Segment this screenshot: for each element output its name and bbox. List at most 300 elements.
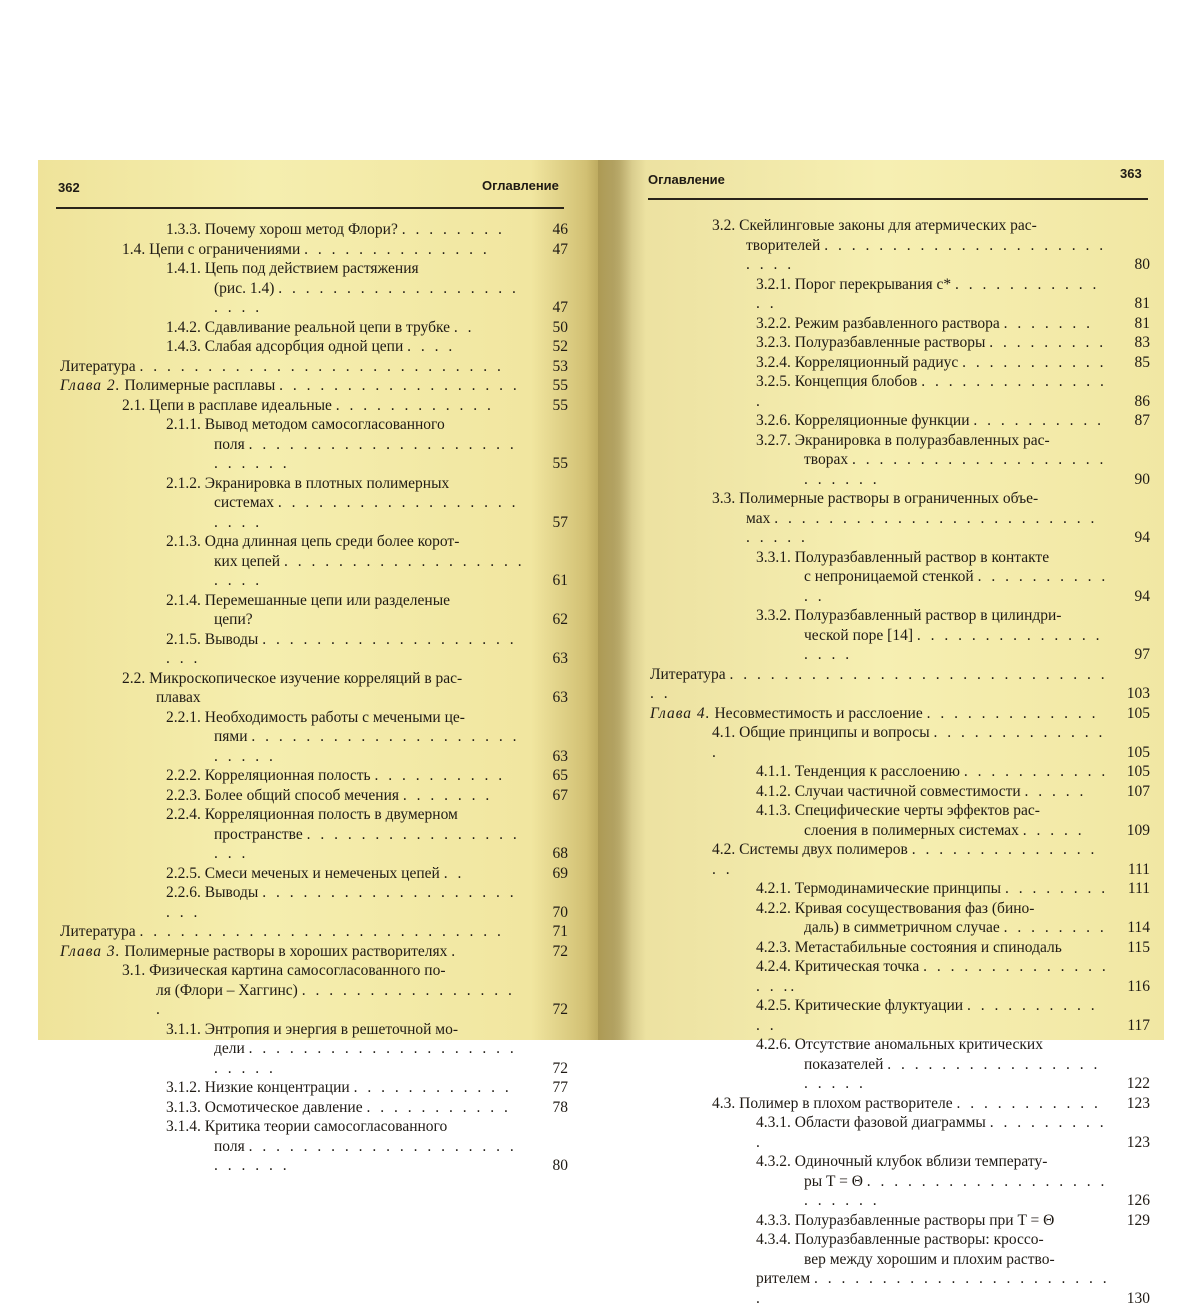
toc-page-number: 83 [1110,333,1150,353]
toc-entry [650,762,1150,782]
leader-dots: . . . . . . . . . . . . . . [304,241,490,258]
leader-dots: . . . . . [1023,822,1085,839]
toc-entry-label: 4.2.4. Критическая точка [756,958,919,975]
toc-entry-label: 4.1.1. Тенденция к расслоению [756,763,960,780]
toc-entry-title [60,669,528,689]
toc-entry-label: 4.2. Системы двух полимеров [712,841,908,858]
toc-entry-label: Несовместимость и расслоение [714,705,922,722]
toc-entry-title [650,938,1110,958]
toc-page-number: 46 [528,220,568,240]
toc-entry-label: 3.2.2. Режим разбавленного раствора [756,315,1000,332]
leader-dots: . [451,943,458,960]
chapter-prefix: Глава 2. [60,377,121,394]
toc-entry-title [650,957,1110,996]
toc-entry-title [650,372,1110,411]
toc-entry-title [60,532,528,552]
toc-entry-title [650,1094,1110,1114]
toc-entry-label: 3.1.2. Низкие концентрации [166,1079,350,1096]
leader-dots: . . . . . . . . . . . . . . . [756,373,1107,410]
toc-entry-title [650,840,1110,879]
toc-page-number: 57 [528,513,568,533]
toc-entry-title [650,782,1110,802]
toc-entry [650,1094,1150,1114]
toc-entry-label: 2.2.4. Корреляционная полость в двумерном [166,806,458,823]
toc-page-number: 68 [528,844,568,864]
toc-entry-label: 3.2.4. Корреляционный радиус [756,354,958,371]
toc-entry-title [650,899,1110,919]
leader-dots: . . . . . . . . . . . . [354,1079,512,1096]
toc-entry-label: системах [214,494,274,511]
leader-dots: . . [444,865,465,882]
toc-entry-label: даль) в симметричном случае [804,919,1000,936]
chapter-prefix: Глава 3. [60,943,121,960]
toc-page-number: 52 [528,337,568,357]
toc-entry-title [650,821,1110,841]
toc-entry-title [650,723,1110,762]
toc-page-number: 63 [528,688,568,708]
toc-entry-title [650,918,1110,938]
toc-entry-label: 1.3.3. Почему хорош метод Флори? [166,221,398,238]
toc-entry [60,825,568,864]
toc-entry-label: 3.3.1. Полуразбавленный раствор в контакте [756,549,1049,566]
leader-dots: . . . . . . . . . . . . . . . . . . . . . . . . . [214,728,520,765]
toc-entry [60,474,568,494]
leader-dots: . . . . . . . . . . . . . . . . . . [804,627,1102,664]
toc-entry-label: 3.1. Физическая картина самосогласованного по- [122,962,446,979]
leader-dots: . . . . . . . . . . [973,412,1104,429]
toc-entry [60,961,568,981]
leader-dots: . . . . . . . . . . . . . . . . . . . . . . . . . . . [140,923,504,940]
toc-entry-title [60,630,528,669]
toc-entry-label: 2.2.1. Необходимость работы с мечеными це- [166,709,465,726]
toc-page-number: 111 [1110,879,1150,899]
toc-entry [650,353,1150,373]
toc-entry-title [650,762,1110,782]
page-number: 363 [1120,166,1142,181]
chapter-prefix: Глава 4. [650,705,711,722]
gutter-shadow [586,160,646,1040]
toc-page-number: 115 [1110,938,1150,958]
toc-entry-title [60,981,528,1020]
toc-entry-title [650,548,1110,568]
toc-entry-title [60,396,528,416]
toc-entry [650,548,1150,568]
toc-page-number: 72 [528,1059,568,1079]
toc-entry [60,786,568,806]
toc-entry-title [650,450,1110,489]
toc-entry [650,801,1150,821]
toc-entry-title [650,1172,1110,1211]
toc-page-number: 105 [1110,762,1150,782]
toc-entry-label: 3.2.5. Концепция блобов [756,373,917,390]
header-rule [648,198,1148,200]
toc-entry-label: 3.1.3. Осмотическое давление [166,1099,363,1116]
toc-entry-title [650,1152,1110,1172]
toc-page-number: 123 [1110,1133,1150,1153]
toc-entry-title [650,606,1110,626]
toc-entry-label: поля [214,1138,245,1155]
toc-entry-label: 3.2.6. Корреляционные функции [756,412,970,429]
leader-dots: . . . . . [1025,783,1087,800]
toc-entry-label: 4.2.6. Отсутствие аномальных критических [756,1036,1043,1053]
toc-entry [650,509,1150,548]
toc-page-number: 105 [1110,704,1150,724]
toc-entry-label: 2.2.5. Смеси меченых и немеченых цепей [166,865,440,882]
toc-entry-title [60,318,528,338]
toc-entry-label: 4.1.2. Случаи частичной совместимости [756,783,1021,800]
toc-entry-title [650,275,1110,314]
toc-entry [650,957,1150,996]
toc-entry-title [650,489,1110,509]
toc-entry-title [60,1020,528,1040]
leader-dots: . . . . . . . . . . . . . . . . . . . . . . [214,553,525,590]
toc-entry-label: Литература [650,666,726,683]
toc-page-number: 103 [1110,684,1150,704]
toc-entry-title [650,1211,1110,1231]
toc-entry-label: плавах [156,689,201,706]
leader-dots: . . . . . . . . . [989,334,1106,351]
toc-entry [60,669,568,689]
toc-entry-title [60,279,528,318]
toc-page-number: 55 [528,396,568,416]
toc-entry-label: 4.3. Полимер в плохом растворителе [712,1095,953,1112]
leader-dots: . . . . . . . . . . [756,1114,1107,1151]
toc-entry-title [650,216,1110,236]
toc-page-number: 72 [528,942,568,962]
left-page [38,160,598,1040]
toc-entry [60,220,568,240]
toc-entry-title [60,942,528,962]
toc-page-number: 78 [528,1098,568,1118]
toc-entry [650,821,1150,841]
toc-page-number: 70 [528,903,568,923]
leader-dots: . . . . . . . . . . . . . . . . . . . . . . . . . [214,1040,517,1077]
toc-page-number: 109 [1110,821,1150,841]
leader-dots: . . . . [407,338,455,355]
toc-entry-title [650,879,1110,899]
toc-entry-label: ких цепей [214,553,280,570]
book-spread [38,160,1164,1040]
leader-dots: . . . . . . . [403,787,492,804]
toc-entry-title [60,1137,528,1176]
toc-page-number: 72 [528,1000,568,1020]
toc-entry [60,415,568,435]
toc-entry [60,1020,568,1040]
toc-entry-label: поля [214,436,245,453]
toc-entry-title [60,357,528,377]
toc-entry-label: 2.2.2. Корреляционная полость [166,767,371,784]
toc-page-number: 67 [528,786,568,806]
toc-entry-label: 3.2.3. Полуразбавленные растворы [756,334,985,351]
toc-entry-title [60,610,528,630]
leader-dots: . . . . . . . . . . . . . . . . [712,841,1097,878]
leader-dots: . . . . . . . [1004,315,1093,332]
toc-entry-label: 3.1.4. Критика теории самосогласованного [166,1118,447,1135]
toc-page-number: 123 [1110,1094,1150,1114]
leader-dots: . . . . . . . . . . . . . . . . . . . . . . [166,631,517,668]
toc-entry-label: 1.4.2. Сдавливание реальной цепи в трубке [166,319,450,336]
toc-page-number: 77 [528,1078,568,1098]
leader-dots: . . . . . . . . [1005,880,1108,897]
toc-entry-label: 3.3.2. Полуразбавленный раствор в цилиндри- [756,607,1061,624]
leader-dots: . . . . . . . . [1004,919,1107,936]
toc-entry-label: (рис. 1.4) [214,280,274,297]
leader-dots: . . . . . . . . . . . . . . . . . . . . . . . . . [804,451,1106,488]
toc-entry [650,450,1150,489]
leader-dots: . . . . . . . . . . . . . . . . . [156,982,515,1019]
toc-entry-label: 3.1.1. Энтропия и энергия в решеточной мо- [166,1021,458,1038]
leader-dots: . . . . . . . . . . . . . . . . . . . . . . . . . . . [140,358,504,375]
toc-entry-title [60,1078,528,1098]
toc-entry [650,1113,1150,1152]
toc-page-number: 55 [528,454,568,474]
toc-entry-title [60,825,528,864]
toc-entry-label: 2.1.4. Перемешанные цепи или разделеные [166,592,450,609]
toc-page-number: 50 [528,318,568,338]
leader-dots: . . . . . . . . . . . [957,1095,1101,1112]
toc-entry [650,567,1150,606]
toc-entry-label: творах [804,451,848,468]
toc-entry-title [60,474,528,494]
toc-entry-title [60,415,528,435]
toc-entry-label: вер между хорошим и плохим раство- [804,1251,1055,1268]
toc-entry-label: 4.1. Общие принципы и вопросы [712,724,930,741]
toc-entry-title [60,922,528,942]
toc-entry-label: мах [746,510,770,527]
toc-entry [650,665,1150,704]
toc-entry [60,493,568,532]
toc-entry-label: 4.2.3. Метастабильные состояния и спинодаль [756,939,1062,956]
toc-entry-label: Полимерные растворы в хороших растворителях [124,943,447,960]
toc-entry-title [60,259,528,279]
leader-dots: . . . . . . . . . . . . . . . . . . . . . . . . . . . . . [746,510,1097,547]
toc-entry [650,372,1150,411]
toc-entry-label: пями [214,728,248,745]
toc-page-number: 87 [1110,411,1150,431]
toc-entry-label: 2.1.3. Одна длинная цепь среди более корот- [166,533,459,550]
right-page [598,160,1164,1040]
toc-entry-label: 3.2. Скейлинговые законы для атермических рас- [712,217,1037,234]
toc-entry [60,727,568,766]
toc-entry-label: 3.2.7. Экранировка в полуразбавленных рас- [756,432,1050,449]
toc-entry [650,704,1150,724]
toc-entry-label: 3.2.1. Порог перекрывания c* [756,276,951,293]
toc-entry [60,630,568,669]
toc-entry-title [650,509,1110,548]
toc-entry [650,236,1150,275]
toc-entry-label: ческой поре [14] [804,627,913,644]
toc-entry-label: 3.3. Полимерные растворы в ограниченных объе- [712,490,1038,507]
toc-page-number: 63 [528,747,568,767]
toc-entry-label: пространстве [214,826,303,843]
toc-page-number: 71 [528,922,568,942]
toc-entry-label: 2.1.5. Выводы [166,631,258,648]
toc-entry [650,626,1150,665]
toc-entry-label: цепи? [214,611,253,628]
toc-entry [650,840,1150,879]
toc-entry-label: 2.2. Микроскопическое изучение корреляций в рас- [122,670,462,687]
toc-entry-title [60,1098,528,1118]
toc-page-number: 114 [1110,918,1150,938]
toc-page-number: 116 [1110,977,1150,997]
running-head: Оглавление [482,178,559,193]
leader-dots: . . . . . . . . . . . . . . . . . . . . . . . . . . . . . . [650,666,1108,703]
toc-page-number: 80 [1110,255,1150,275]
toc-entry [60,259,568,279]
toc-entry [650,879,1150,899]
toc-entry-title [60,727,528,766]
toc-entry-label: рителем [756,1270,810,1287]
toc-entry [650,275,1150,314]
toc-page-number: 111 [1110,860,1150,880]
toc-entry [60,981,568,1020]
toc-entry [60,1117,568,1137]
toc-entry [650,1152,1150,1172]
toc-entry [60,708,568,728]
toc-entry-label: дели [214,1040,245,1057]
toc-entry [60,435,568,474]
toc-entry-title [60,337,528,357]
leader-dots: . . . . . . . . . . . [964,763,1108,780]
toc-entry [650,1172,1150,1211]
toc-entry-title [60,961,528,981]
leader-dots: . . . . . . . . . . . . . . . . . . . . . . . [756,1270,1110,1307]
toc-entry-title [60,376,528,396]
toc-page-number: 94 [1110,587,1150,607]
toc-entry-title [650,1230,1110,1250]
toc-entry-title [650,353,1110,373]
toc-entry-title [650,1055,1110,1094]
toc-left [60,220,568,1176]
toc-entry-title [650,567,1110,606]
toc-page-number: 117 [1110,1016,1150,1036]
toc-entry-label: 4.1.3. Специфические черты эффектов рас- [756,802,1040,819]
toc-entry [60,1078,568,1098]
leader-dots: . . . . . . . . . . . . . [927,705,1099,722]
toc-entry [60,1039,568,1078]
toc-page-number: 69 [528,864,568,884]
leader-dots: . . . . . . . . . . . . . [756,276,1099,313]
leader-dots: . . . . . . . . . . . . . . . . . . . . . . [214,280,519,317]
toc-entry-title [650,431,1110,451]
toc-entry-title [60,591,528,611]
toc-entry-title [650,996,1110,1035]
toc-page-number: 126 [1110,1191,1150,1211]
toc-entry-label: 1.4.3. Слабая адсорбция одной цепи [166,338,403,355]
toc-entry-label: Литература [60,358,136,375]
leader-dots: . . . . . . . . . . . . . . . . .. [756,958,1109,995]
toc-entry-title [60,805,528,825]
toc-page-number: 86 [1110,392,1150,412]
toc-entry-title [650,1250,1110,1270]
toc-entry [650,723,1150,762]
toc-entry-label: 2.1. Цепи в расплаве идеальные [122,397,332,414]
toc-entry-label: с непроницаемой стенкой [804,568,974,585]
toc-entry [650,996,1150,1035]
toc-entry [60,591,568,611]
toc-entry [650,918,1150,938]
toc-entry-label: 1.4.1. Цепь под действием растяжения [166,260,419,277]
leader-dots: . . . . . . . . . . . . . . . . . . [279,377,520,394]
toc-page-number: 94 [1110,528,1150,548]
leader-dots: . . . . . . . . . . [374,767,505,784]
toc-page-number: 85 [1110,353,1150,373]
toc-entry [60,552,568,591]
toc-entry [650,899,1150,919]
toc-entry-label: Полимерные расплавы [124,377,275,394]
toc-entry-title [60,688,528,708]
toc-entry [60,357,568,377]
toc-entry-title [650,704,1110,724]
toc-entry [650,489,1150,509]
toc-entry-label: 4.2.2. Кривая сосуществования фаз (бино- [756,900,1034,917]
toc-entry [60,883,568,922]
toc-entry [650,606,1150,626]
toc-entry [650,1055,1150,1094]
leader-dots: . . . . . . . . . . . . . . . . . . . [214,826,520,863]
toc-page-number: 53 [528,357,568,377]
toc-entry-title [650,1269,1110,1308]
leader-dots: . . . . . . . . . . . . [804,568,1108,605]
toc-entry-title [60,786,528,806]
toc-entry [60,864,568,884]
leader-dots: . . . . . . . . [402,221,505,238]
leader-dots: . . . . . . . . . . . . . . . . . . . . . . [214,494,519,531]
toc-page-number: 97 [1110,645,1150,665]
toc-entry-title [650,665,1110,704]
leader-dots: . . . . . . . . . . . . . . [712,724,1105,761]
toc-entry-label: 2.1.1. Вывод методом самосогласованного [166,416,445,433]
leader-dots: . . . . . . . . . . . . . . . . . . . . . . . . . [746,237,1106,274]
toc-entry-label: творителей [746,237,820,254]
leader-dots: . . . . . . . . . . . . . . . . . . . . . . . . . . [214,1138,517,1175]
toc-entry [650,1250,1150,1270]
toc-page-number: 122 [1110,1074,1150,1094]
toc-entry-label: показателей [804,1056,883,1073]
toc-entry [60,532,568,552]
toc-entry-label: ля (Флори – Хаггинс) [156,982,298,999]
toc-page-number: 55 [528,376,568,396]
toc-entry [650,411,1150,431]
toc-entry [650,431,1150,451]
toc-entry-label: 2.2.6. Выводы [166,884,258,901]
toc-page-number: 65 [528,766,568,786]
toc-entry-title [650,1035,1110,1055]
toc-entry-title [60,435,528,474]
toc-entry [650,938,1150,958]
toc-right [650,216,1150,1308]
toc-entry-label: 4.2.5. Критические флуктуации [756,997,963,1014]
toc-entry-title [60,708,528,728]
toc-entry [60,318,568,338]
toc-page-number: 81 [1110,294,1150,314]
leader-dots: . . . . . . . . . . . [962,354,1106,371]
toc-entry [60,376,568,396]
leader-dots: . . . . . . . . . . . . . . . . . . . . . . [166,884,517,921]
toc-entry [60,922,568,942]
toc-entry-label: 4.3.4. Полуразбавленные растворы: кроссо- [756,1231,1044,1248]
toc-entry [650,314,1150,334]
toc-entry [60,805,568,825]
toc-entry-title [60,240,528,260]
toc-page-number: 81 [1110,314,1150,334]
toc-entry-title [650,236,1110,275]
toc-entry [650,1269,1150,1308]
toc-page-number: 47 [528,240,568,260]
toc-entry [650,1211,1150,1231]
toc-entry-title [60,552,528,591]
leader-dots: . . . . . . . . . . . . . . . . . . . . . . . . [804,1173,1107,1210]
